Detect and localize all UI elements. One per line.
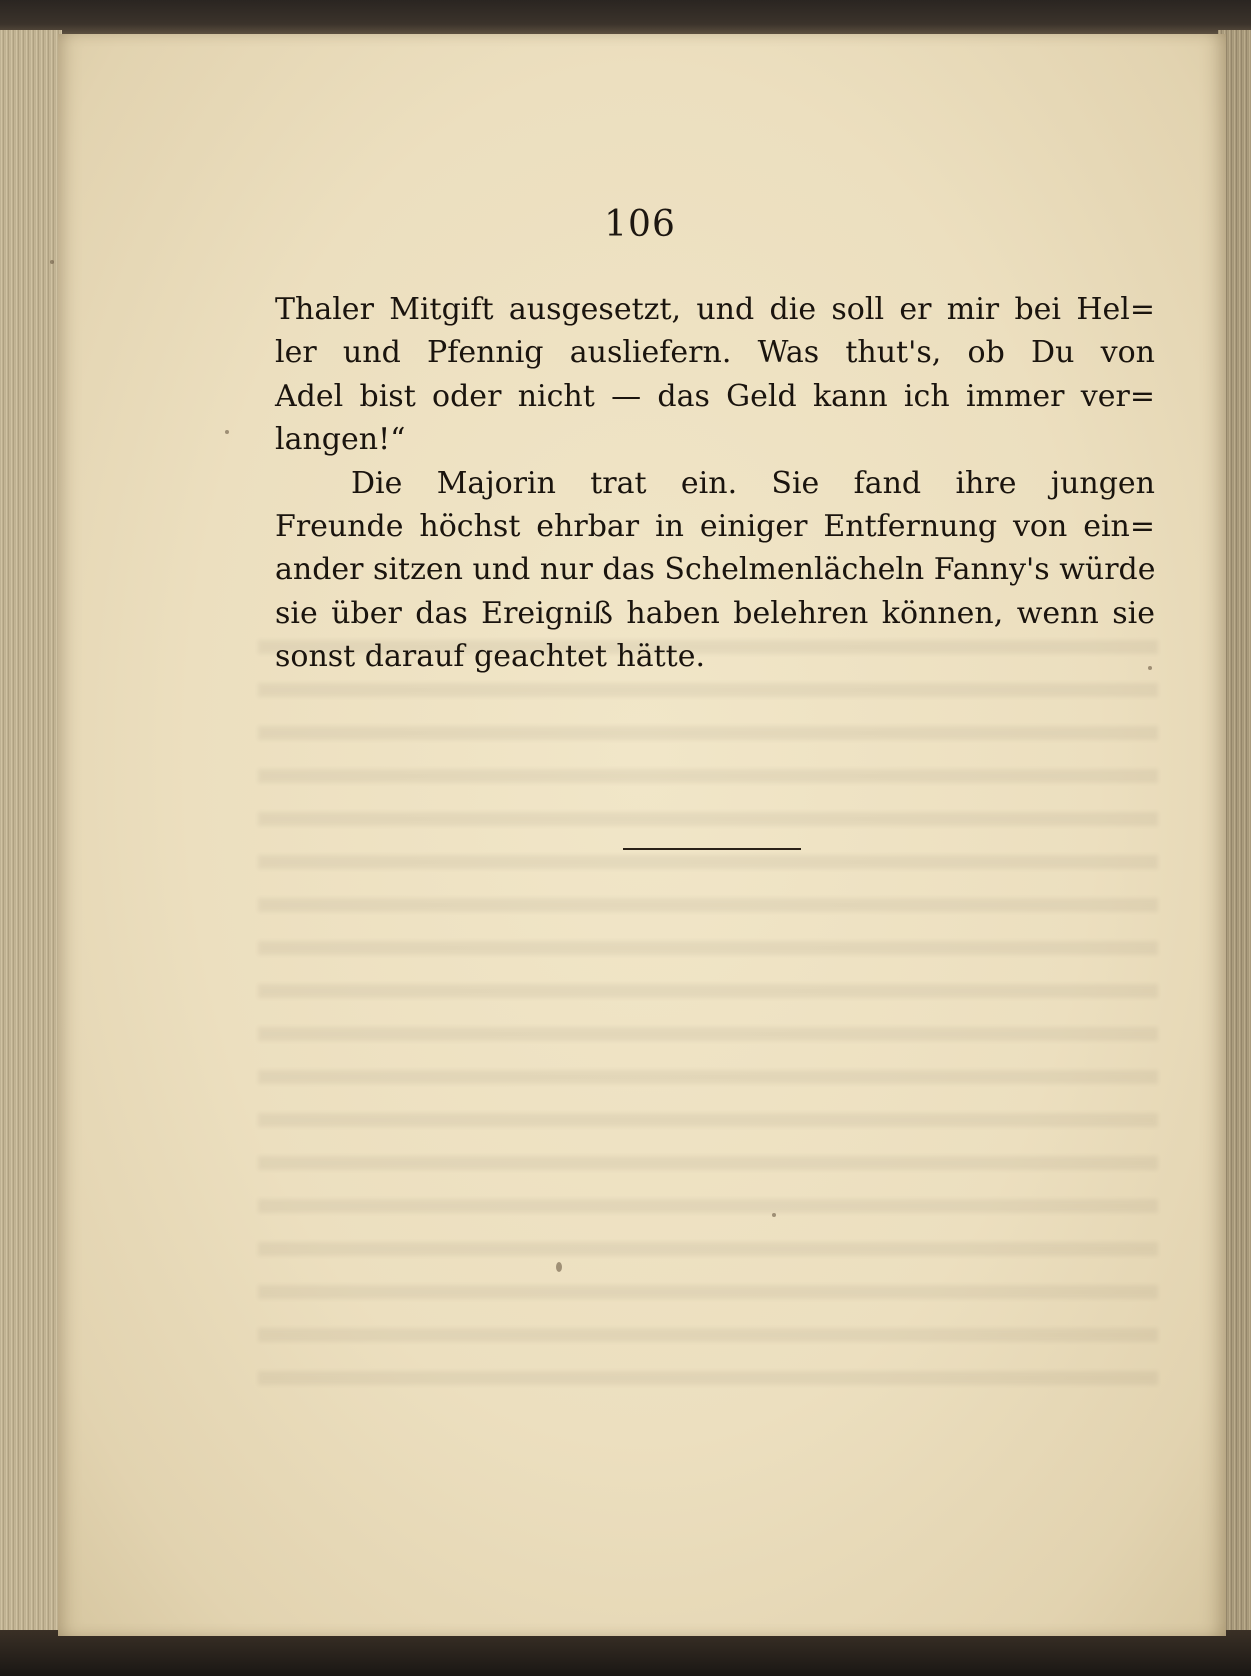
text-line-2: ler und Pfennig ausliefern. Was thut's, ob Du von — [275, 335, 1155, 371]
show-through-text — [258, 640, 1158, 1400]
text-line-4: langen!“ — [275, 422, 406, 458]
bottom-binding-edge — [0, 1630, 1251, 1676]
text-line-8: sie über das Ereigniß haben belehren können, wenn sie — [275, 595, 1155, 631]
text-line-7: ander sitzen und nur das Schelmenlächeln Fanny's würde — [275, 552, 1156, 588]
text-line-5: Die Majorin trat ein. Sie fand ihre jungen — [351, 465, 1155, 501]
paper-speck — [1148, 666, 1152, 670]
paper-speck — [50, 260, 54, 264]
page-number: 106 — [604, 204, 676, 245]
paper-speck — [225, 430, 229, 434]
text-line-9: sonst darauf geachtet hätte. — [275, 639, 706, 675]
text-line-3: Adel bist oder nicht — das Geld kann ich immer ver= — [275, 378, 1155, 414]
paper-speck — [556, 1262, 562, 1272]
page-body-text — [275, 288, 1155, 679]
paper-speck — [772, 1213, 776, 1217]
text-line-6: Freunde höchst ehrbar in einiger Entfernung von ein= — [275, 508, 1155, 544]
text-line-1: Thaler Mitgift ausgesetzt, und die soll er mir bei Hel= — [275, 292, 1155, 327]
left-page-edges — [0, 30, 62, 1640]
section-divider-rule — [623, 848, 801, 850]
